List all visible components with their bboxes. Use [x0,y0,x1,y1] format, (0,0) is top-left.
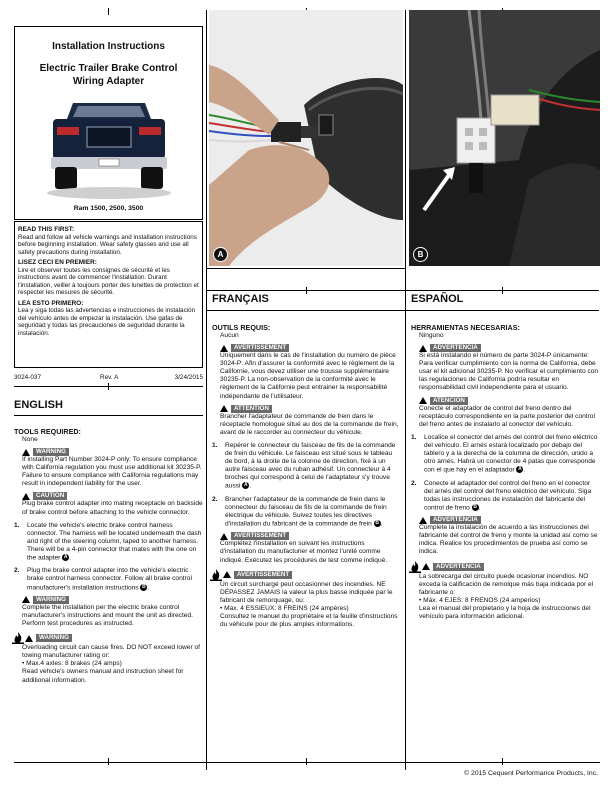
callout-b-icon: B [375,520,379,527]
es-attention-text: Conecte el adaptador de control del freno dentro del receptáculo correspondiente en la parte posterior del control del freno antes de instalarlo al conector del vehículo. [419,404,595,428]
fr-warning3-text-c: Consultez le manuel du propriétaire et la feuille d'instructions du véhicule pour de plus amples informations. [220,613,398,629]
doc-revision: Rev. A [100,374,119,381]
fr-warning3-header [212,569,400,581]
page-title: Installation Instructions [52,41,165,52]
step-number: 1. [411,433,417,441]
product-title-line2: Wiring Adapter [72,76,145,87]
fr-warning2-badge: AVERTISSEMENT [231,532,289,540]
divider [14,415,203,416]
es-warning3-badge: ADVERTENCIA [433,563,484,571]
es-step-1-text: Localice el conector del arnés del control del freno eléctrico del vehículo. El arnés estará localizado por debajo del tablero y a la derecha de la columna de dirección, unido a otro arnés. Habrá un conector de 4 patas que corresponde con el que hay en el adaptador [424,433,598,474]
tick-mark [502,758,503,765]
en-tools-title: TOOLS REQUIRED: [14,427,81,436]
fr-warning3-text-b: • Max. 4 ESSIEUX: 8 FREINS (24 ampères) [220,604,349,612]
es-warning2-header [411,516,599,524]
warning-triangle-icon [22,596,30,603]
en-warning-text: If installing Part Number 3024-P only: To ensure compliance with California regulation you must use additional kit 30235-P. Failure to ensure compliance with California regulations may result in independent liability for the user. [22,456,202,488]
es-warning3-text-b: • Máx. 4 EJES: 8 FRENOS (24 amperios) [419,596,541,604]
es-warning-text: Si está instalando el número de parte 3024-P únicamente: Para verificar cumplimiento con la norma de California, debe usar el kit adicional 30235-P. No verificar el cumplimiento con las regulaciones de California podría resultar en responsabilidad civil independiente para el usuario. [419,352,599,392]
callout-a-icon: A [243,482,248,489]
es-step-2-text: Conecte el adaptador del control del freno en el conector del arnés del control del freno eléctrico del vehículo. Siga todas las instrucciones de instalación del fabricante del control de freno [424,479,592,512]
es-warning2-text: Complete la instalación de acuerdo a las instrucciones del fabricante del control de freno y monte la unidad así como se indica. Realice los procedimientos de prueba así como se indica. [419,524,598,556]
fr-warning-header [212,344,400,352]
vehicle-caption: Ram 1500, 2500, 3500 [73,205,144,212]
callout-a-icon: A [63,554,68,561]
es-attention-header [411,397,599,405]
fr-warning2-text: Complétez l'installation en suivant les instructions d'installation du manufacturier et montez l'unité comme indiqué. Exécutez les procédures de test comme indiqué. [220,540,388,564]
header-box [14,26,203,220]
photo-a [209,10,403,266]
fire-hazard-icon [409,561,421,573]
read-first-box [14,221,203,368]
read-first-en-title: READ THIS FIRST: [18,226,75,233]
fr-warning-badge: AVERTISSEMENT [231,344,289,352]
step-number: 1. [212,441,218,449]
en-caution-text: Plug brake control adapter into mating receptacle on backside of brake control before attaching to the vehicle connector. [22,500,203,516]
en-warning3-text-c: Read vehicle's owners manual and instruction sheet for additional information. [22,668,184,684]
es-warning3-text-c: Lea el manual del propietario y la hoja de instrucciones del vehículo para información adicional. [419,604,591,621]
read-first-es-title: LEA ESTO PRIMERO: [18,299,84,307]
en-caution-badge: CAUTION [33,492,67,500]
en-step-2: 2. Plug the brake control adapter into the vehicle's electric brake control harness connector. Follow all brake control manufacturer's installation instructions B . [14,567,192,591]
warning-triangle-icon [419,397,427,404]
fr-warning3-text-a: Un circuit surchargé peut occasionner des incendies. NE DÉPASSEZ JAMAIS la valeur la plus basse indiquée par le fabricant de remorquage, ou: [220,580,393,604]
es-warning3-header [411,561,599,573]
photo-a-illustration [209,10,403,266]
photo-a-label: A [213,247,228,262]
step-number: 2. [14,567,20,575]
en-warning3-header [14,632,203,644]
warning-triangle-icon [419,517,427,524]
tick-mark [108,383,109,390]
fr-attention-text: Brancher l'adaptateur de commande de frein dans le réceptacle homologue situé au dos de la commande de frein, avant de le raccorder au connecteur du véhicule. [220,412,399,436]
read-first-fr-text: Lire et observer toutes les consignes de sécurité et les instructions avant de commencer l'installation. Durant l'installation, veiller à toujours porter des lunettes de protection et respecter les mesures de sécurité. [18,266,199,296]
es-tools-title: HERRAMIENTAS NECESARIAS: [411,323,520,332]
es-warning-header [411,344,599,352]
fr-tools-title: OUTILS REQUIS: [212,323,271,332]
en-warning2-badge: WARNING [33,596,69,604]
step-number: 2. [411,479,417,487]
english-heading: ENGLISH [14,399,63,411]
warning-triangle-icon [25,635,33,642]
fr-warning-text: Uniquement dans le cas de l'installation du numéro de pièce 3024-P: Afin d'assurer la conformité avec le règlement de la Californie, vous devez utiliser une trousse supplémentaire 30235-P. La non-observation de la conformité avec le règlement de la Californie peut entrainer la responsabilité indépendante de l'utilisateur. [220,352,396,400]
fr-attention-badge: ATTENTION [231,405,272,413]
read-first-en-text: Read and follow all vehicle warnings and installation instructions before beginning installation. Wear safety glasses and use all safety precautions during installation. [18,233,197,256]
photo-b-label: B [413,247,428,262]
footer-copyright: © 2015 Cequent Performance Products, Inc. [464,770,598,777]
fire-hazard-icon [12,632,24,644]
read-first-fr-title: LISEZ CECI EN PREMIER: [18,259,97,266]
column-divider [405,10,406,770]
es-tools-value: Ninguno [419,332,444,339]
tick-mark [306,758,307,765]
en-warning3-badge: WARNING [36,634,72,642]
fr-tools-value: Aucun [220,332,239,339]
step-number: 2. [212,495,218,503]
es-step-2: 2. Conecte el adaptador del control del freno en el conector del arnés del control del freno eléctrico del vehículo. Siga todas las instrucciones de instalación del fabricante del control de freno B . [411,479,592,512]
callout-b-icon: B [142,583,146,590]
divider [206,268,406,269]
warning-triangle-icon [220,345,228,352]
spanish-heading: ESPAÑOL [411,293,464,305]
photo-b [409,10,600,266]
es-step-1: 1. Localice el conector del arnés del control del freno eléctrico del vehículo. El arnés estará localizado por debajo del tablero y a la derecha de la columna de dirección, unido a otro arnés. Habrá un conector de 4 patas que corresponde con el que hay en el adaptador A . [411,433,598,474]
warning-triangle-icon [220,533,228,540]
french-section [212,293,400,629]
en-warning-badge: WARNING [33,448,69,456]
es-attention-badge: ATENCIÓN [430,397,468,405]
warning-triangle-icon [419,345,427,352]
step-number: 1. [14,521,20,529]
es-warning2-badge: ADVERTENCIA [430,516,481,524]
divider [14,762,600,763]
fr-attention-header [212,405,400,413]
es-warning3-text-a: La sobrecarga del circuito puede ocasionar incendios. NO exceda la calificación de remolque más baja indicada por el fabricante o: [419,572,594,596]
callout-b-icon: B [473,503,477,510]
en-tools-value: None [22,436,38,443]
fire-hazard-icon [210,569,222,581]
en-step-2-text: Plug the brake control adapter into the vehicle's electric brake control harness connector. Follow all brake control manufacturer's installation instructions [27,567,192,591]
en-step-1: 1. Locate the vehicle's electric brake control harness connector. The harness will be located underneath the dash and right of the steering column, taped to another harness. There will be a 4-pin connector that mates with the one on the adapter A . [14,521,202,562]
fr-step-2: 2. Brancher l'adaptateur de la commande de frein dans le connecteur du faisceau de fils de la commande de frein électrique du véhicule. Suivez toutes les directives d'installation du fabricant de la commande de frein B . [212,495,387,528]
en-warning3-text-a: Overloading circuit can cause fires. DO NOT exceed lower of towing manufacturer rating or: [22,644,200,660]
doc-date: 3/24/2015 [174,374,203,381]
doc-part-number: 3024-037 [14,374,42,381]
warning-triangle-icon [22,493,30,500]
en-warning-header [14,448,203,456]
tick-mark [108,8,109,15]
read-first-es-text: Lea y siga todas las advertencias e instrucciones de instalación del vehículo antes de empezar la instalación. Use gafas de seguridad y todas las precauciones de seguridad durante la instalación. [18,307,196,337]
english-section [14,399,203,685]
warning-triangle-icon [422,563,430,570]
tick-mark [108,758,109,765]
truck-image [43,97,175,209]
french-heading: FRANÇAIS [212,293,269,305]
fr-warning2-header [212,532,400,540]
en-caution-header [14,492,203,500]
en-warning3-text-b: • Max.4 axles: 8 brakes (24 amps) [22,660,122,668]
spanish-section [411,293,599,621]
fr-warning3-badge: AVERTISSEMENT [234,571,292,579]
warning-triangle-icon [22,449,30,456]
en-step-1-text: Locate the vehicle's electric brake control harness connector. The harness will be located underneath the dash and right of the steering column, taped to another harness. There will be a 4-pin connector that mates with the one on the adapter [27,521,202,562]
en-warning2-header [14,596,203,604]
callout-a-icon: A [518,466,522,473]
warning-triangle-icon [220,405,228,412]
column-divider [206,10,207,770]
fr-step-1: 1. Repérer le connecteur du faisceau de fils de la commande de frein du véhicule. Le faisceau est situé sous le tableau de bord, à la droite de la colonne de direction, fixé à un autre faisceau avec du ruban adhésif. Un connecteur à 4 broches qui correspond à celui de l'adaptateur s'y trouve aussi A . [212,441,396,490]
warning-triangle-icon [223,571,231,578]
fr-step-1-text: Repérer le connecteur du faisceau de fils de la commande de frein du véhicule. Le faisceau est situé sous le tableau de bord, à la droite de la colonne de direction, fixé à un autre faisceau avec du ruban adhésif. Un connecteur à 4 broches qui correspond à celui de l'adaptateur s'y trouve aussi [225,441,396,490]
product-title-line1: Electric Trailer Brake Control [39,63,178,74]
es-warning-badge: ADVERTENCIA [430,344,481,352]
photo-b-illustration [409,10,600,266]
fr-step-2-text: Brancher l'adaptateur de la commande de frein dans le connecteur du faisceau de fils de la commande de frein électrique du véhicule. Suivez toutes les directives d'installation du fabricant de la commande de frein [225,495,387,528]
en-warning2-text: Complete the installation per the electric brake control manufacturer's instructions and mount the unit as directed. Perform test procedures as instructed. [22,603,193,628]
